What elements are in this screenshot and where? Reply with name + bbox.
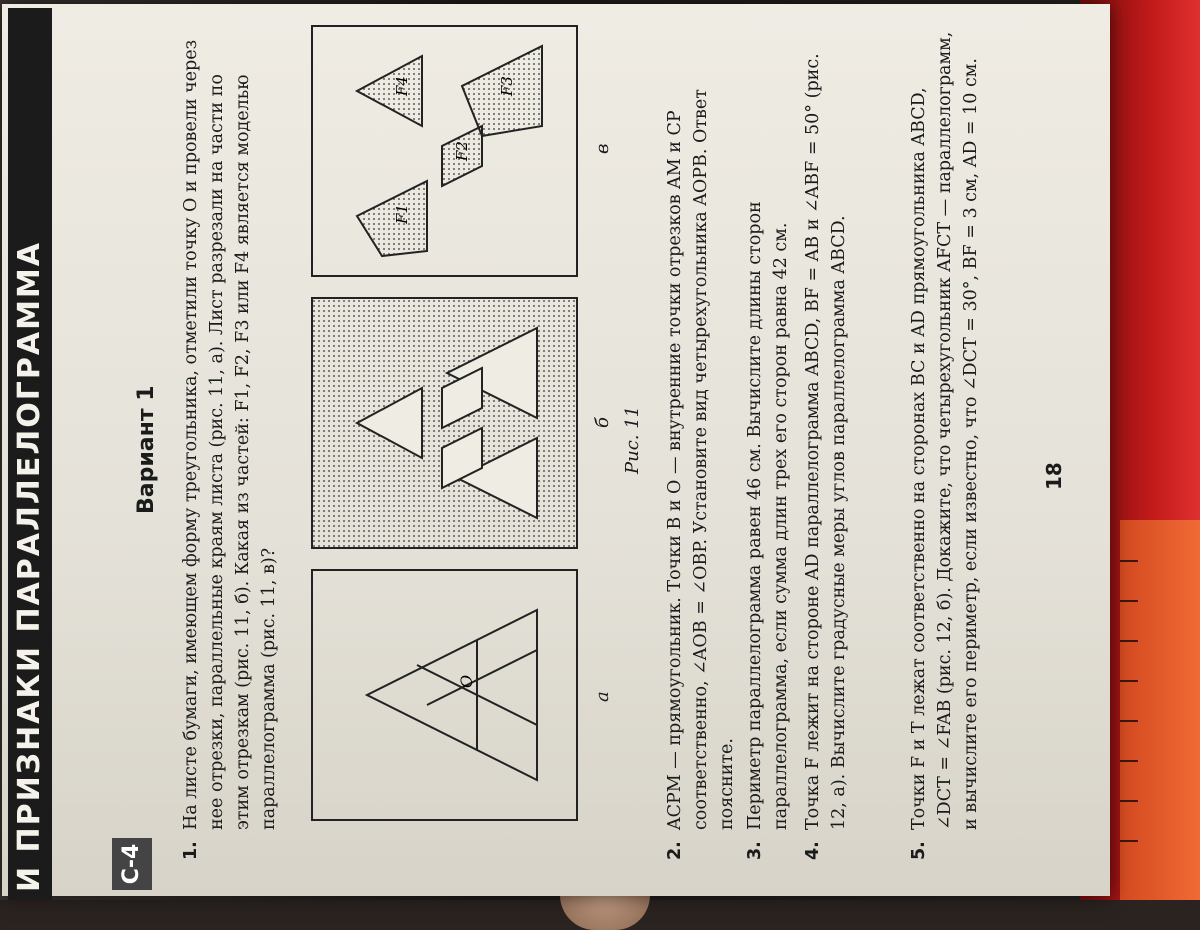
task-text: Точка F лежит на стороне AD параллелограмма ABCD, BF = AB и ∠ABF = 50° (рис. 12, а). Вычислите градусные меры углов параллелограмма ABCD. bbox=[803, 53, 849, 830]
figure-11c bbox=[312, 26, 582, 276]
figure-11b bbox=[312, 298, 582, 548]
task-1 bbox=[178, 30, 282, 860]
part-f2-label: F2 bbox=[453, 141, 471, 161]
task-number: 5. bbox=[909, 841, 929, 860]
figure-11a bbox=[312, 570, 582, 820]
variant-heading: Вариант 1 bbox=[134, 385, 159, 514]
task-4 bbox=[800, 30, 852, 860]
task-2 bbox=[662, 30, 740, 860]
figure-label-b: б bbox=[592, 417, 613, 428]
book-page bbox=[2, 4, 1110, 896]
task-number: 1. bbox=[181, 841, 201, 860]
task-text: Периметр параллелограмма равен 46 см. Вычислите длины сторон параллелограмма, если сумма длин трех его сторон равна 42 см. bbox=[745, 201, 791, 830]
task-text: ACPM — прямоугольник. Точки B и O — внутренние точки отрезков AM и CP соответственно, ∠AOB = ∠OBP. Установите вид четырехугольника AOPB. Ответ поясните. bbox=[665, 89, 737, 830]
figure-label-c: в bbox=[592, 143, 613, 154]
task-text: Точки F и T лежат соответственно на сторонах BC и AD прямоугольника ABCD, ∠DCT = ∠FAB (рис. 12, б). Докажите, что четырехугольник AFCT — параллелограмм, и вычислите его периметр, если известно, что ∠DCT = 30°, BF = 3 см, AD = 10 см. bbox=[909, 31, 981, 830]
page-content bbox=[2, 8, 1110, 900]
part-f1-label: F1 bbox=[393, 204, 411, 224]
part-f3-label: F3 bbox=[498, 76, 516, 96]
task-number: 3. bbox=[745, 841, 765, 860]
section-badge: С-4 bbox=[112, 838, 152, 890]
part-f4-label: F4 bbox=[393, 76, 411, 96]
task-5 bbox=[906, 30, 984, 860]
ruler bbox=[1120, 520, 1200, 900]
point-o-label: O bbox=[457, 674, 476, 688]
task-number: 2. bbox=[665, 841, 685, 860]
task-number: 4. bbox=[803, 841, 823, 860]
figure-caption: Рис. 11 bbox=[622, 405, 643, 474]
task-3 bbox=[742, 30, 794, 860]
page-number: 18 bbox=[1042, 462, 1066, 490]
page-title: И ПРИЗНАКИ ПАРАЛЛЕЛОГРАММА bbox=[8, 8, 52, 900]
figure-label-a: а bbox=[592, 691, 613, 702]
task-text: На листе бумаги, имеющем форму треугольника, отметили точку O и провели через нее отрезки, параллельные краям листа (рис. 11, а). Лист разрезали на части по этим отрезкам (рис. 11, б). Какая из частей: F1, F2, F3 или F4 является моделью параллелограмма (рис. 11, в)? bbox=[181, 39, 279, 830]
